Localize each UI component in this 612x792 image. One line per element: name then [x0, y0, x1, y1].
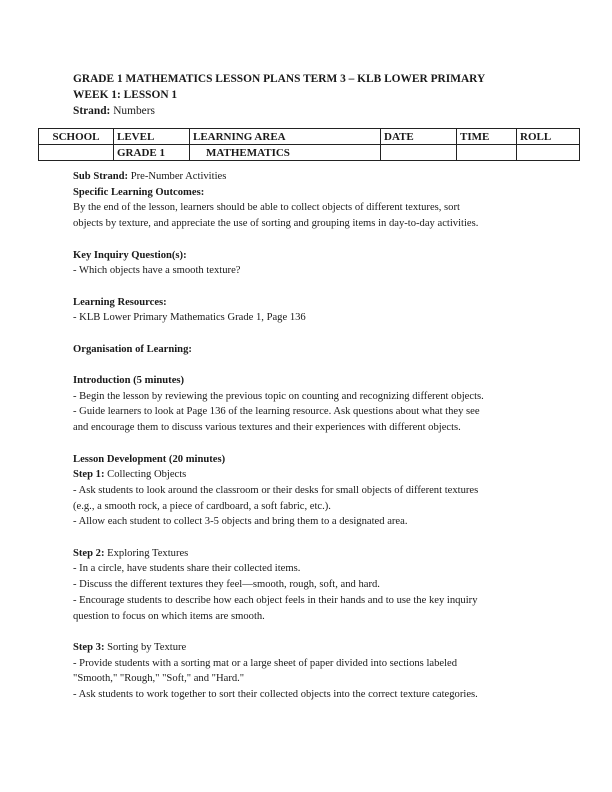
sub-strand-value: Pre-Number Activities	[130, 171, 227, 182]
header-cell-learning-area: LEARNING AREA	[190, 129, 381, 145]
step1-text: - Allow each student to collect 3-5 objects and bring them to a designated area.	[73, 516, 408, 528]
table-row	[39, 145, 580, 161]
table-header-row	[39, 129, 580, 145]
cell-time	[457, 145, 517, 161]
step2-text: - Discuss the different textures they feel—smooth, rough, soft, and hard.	[73, 579, 380, 591]
step1-line	[73, 467, 545, 483]
cell-date	[381, 145, 457, 161]
strand-value: Numbers	[113, 105, 155, 117]
document-title: GRADE 1 MATHEMATICS LESSON PLANS TERM 3 – KLB LOWER PRIMARY	[73, 73, 486, 85]
step2-line	[73, 546, 545, 562]
step3-text: - Provide students with a sorting mat or a large sheet of paper divided into sections labeled	[73, 657, 458, 669]
strand-line	[73, 103, 553, 119]
step2-text: - Encourage students to describe how each object feels in their hands and to use the key inquiry	[73, 594, 478, 606]
cell-school	[39, 145, 114, 161]
outcomes-text: objects by texture, and appreciate the use of sorting and grouping items in day-to-day activities.	[73, 218, 479, 230]
resources-item: - KLB Lower Primary Mathematics Grade 1, Page 136	[73, 312, 306, 324]
cell-roll	[517, 145, 580, 161]
strand-label: Strand:	[73, 105, 111, 117]
header-cell-school: SCHOOL	[39, 129, 114, 145]
step1-text: (e.g., a smooth rock, a piece of cardboard, a soft fabric, etc.).	[73, 500, 331, 512]
step1-label: Step 1:	[73, 469, 105, 481]
step2-text: question to focus on which items are smooth.	[73, 610, 265, 622]
step3-text: "Smooth," "Rough," "Soft," and "Hard."	[73, 673, 245, 685]
header-cell-level: LEVEL	[114, 129, 190, 145]
step3-label: Step 3:	[73, 641, 105, 653]
step1-title: Collecting Objects	[107, 469, 187, 481]
step3-title: Sorting by Texture	[107, 641, 187, 653]
intro-text: - Guide learners to look at Page 136 of the learning resource. Ask questions about what they see	[73, 406, 480, 418]
organisation-heading: Organisation of Learning:	[73, 343, 192, 355]
step2-label: Step 2:	[73, 547, 105, 559]
intro-text: and encourage them to discuss various textures and their experiences with different objects.	[73, 422, 461, 434]
step2-title: Exploring Textures	[107, 547, 189, 559]
development-heading: Lesson Development (20 minutes)	[73, 453, 226, 465]
week-lesson-label: WEEK 1: LESSON 1	[73, 89, 178, 101]
kiq-item: - Which objects have a smooth texture?	[73, 265, 241, 277]
outcomes-heading: Specific Learning Outcomes:	[73, 186, 205, 198]
header-cell-roll: ROLL	[517, 129, 580, 145]
sub-strand-line	[73, 169, 545, 185]
step3-line	[73, 640, 545, 656]
header-cell-time: TIME	[457, 129, 517, 145]
lesson-info-table	[38, 128, 580, 161]
sub-strand-label: Sub Strand:	[73, 171, 129, 182]
step2-text: - In a circle, have students share their collected items.	[73, 563, 301, 575]
step1-text: - Ask students to look around the classroom or their desks for small objects of different textures	[73, 484, 479, 496]
header-cell-date: DATE	[381, 129, 457, 145]
cell-level: GRADE 1	[114, 145, 190, 161]
document-header	[73, 71, 553, 119]
kiq-heading: Key Inquiry Question(s):	[73, 249, 187, 261]
lesson-body	[73, 169, 545, 703]
outcomes-text: By the end of the lesson, learners should be able to collect objects of different textures, sort	[73, 202, 460, 214]
intro-heading: Introduction (5 minutes)	[73, 375, 185, 387]
cell-learning-area: MATHEMATICS	[190, 145, 381, 161]
resources-heading: Learning Resources:	[73, 296, 167, 308]
intro-text: - Begin the lesson by reviewing the previous topic on counting and recognizing different objects.	[73, 390, 484, 402]
step3-text: - Ask students to work together to sort their collected objects into the correct texture categories.	[73, 689, 478, 701]
